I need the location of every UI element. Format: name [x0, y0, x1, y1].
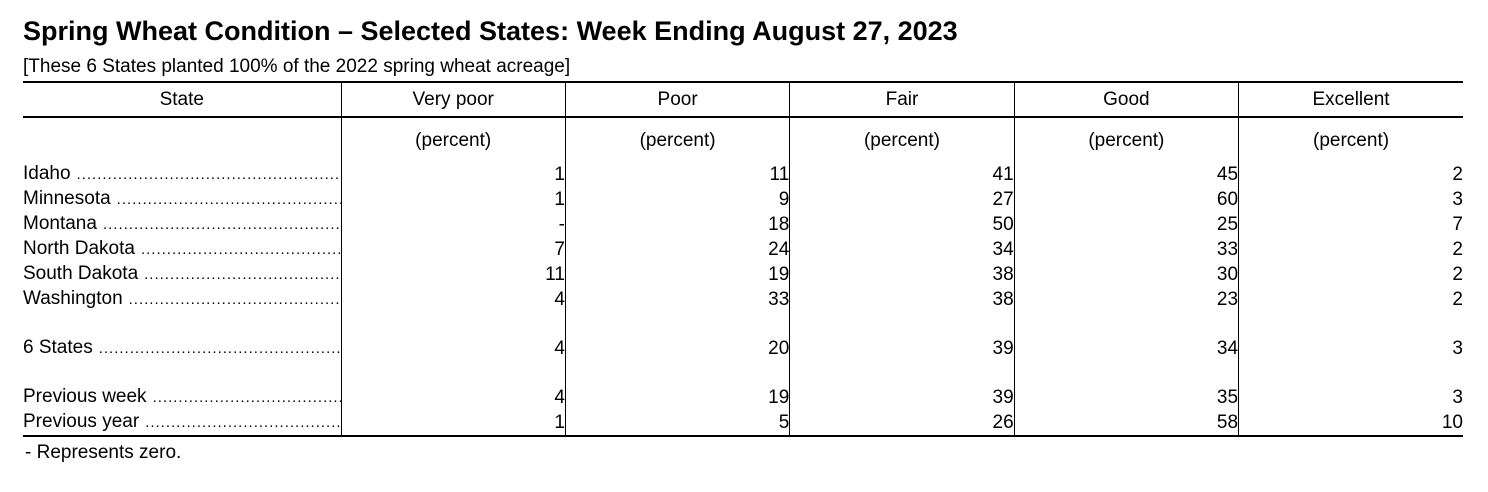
condition-table: [23, 81, 1463, 437]
spacer-cell: [23, 312, 341, 336]
value-very-poor: 1: [341, 187, 565, 212]
page-title: Spring Wheat Condition – Selected States: Week Ending August 27, 2023: [23, 16, 958, 46]
leader-dots: [144, 263, 340, 287]
comparison-label: Previous week: [23, 386, 147, 407]
column-header-excellent: Excellent: [1239, 82, 1463, 117]
spacer-cell: [790, 312, 1014, 336]
value-good: 23: [1014, 287, 1238, 312]
page-subtitle: [These 6 States planted 100% of the 2022 spring wheat acreage]: [23, 56, 571, 77]
state-label: Montana: [23, 213, 97, 234]
unit-label: (percent): [565, 117, 789, 162]
column-header-fair: Fair: [790, 82, 1014, 117]
table-row-total: [23, 336, 1463, 361]
state-name: [23, 287, 341, 312]
unit-label: (percent): [1239, 117, 1463, 162]
value-very-poor: 4: [341, 336, 565, 361]
value-poor: 20: [565, 336, 789, 361]
value-good: 34: [1014, 336, 1238, 361]
value-poor: 24: [565, 237, 789, 262]
value-very-poor: 11: [341, 262, 565, 287]
table-row-montana: [23, 212, 1463, 237]
column-header-state: State: [23, 82, 341, 117]
value-poor: 9: [565, 187, 789, 212]
state-name: [23, 410, 341, 436]
spacer-cell: [565, 312, 789, 336]
unit-label: (percent): [1014, 117, 1238, 162]
units-row: [23, 117, 1463, 162]
state-label: Washington: [23, 288, 123, 309]
spacer-cell: [1014, 312, 1238, 336]
state-label: Idaho: [23, 163, 71, 184]
state-name: [23, 212, 341, 237]
spacer-cell: [341, 312, 565, 336]
leader-dots: [99, 337, 341, 361]
value-fair: 27: [790, 187, 1014, 212]
leader-dots: [103, 213, 341, 237]
unit-label: (percent): [790, 117, 1014, 162]
value-very-poor: 4: [341, 385, 565, 410]
spacer-cell: [1239, 312, 1463, 336]
value-excellent: 3: [1239, 336, 1463, 361]
value-very-poor: 1: [341, 162, 565, 187]
table-row-minnesota: [23, 187, 1463, 212]
value-very-poor: 4: [341, 287, 565, 312]
value-poor: 11: [565, 162, 789, 187]
table-row-south-dakota: [23, 262, 1463, 287]
unit-label: (percent): [341, 117, 565, 162]
leader-dots: [129, 288, 341, 312]
leader-dots: [141, 238, 341, 262]
value-good: 33: [1014, 237, 1238, 262]
value-excellent: 7: [1239, 212, 1463, 237]
state-name: [23, 237, 341, 262]
value-good: 35: [1014, 385, 1238, 410]
header-row: [23, 82, 1463, 117]
value-good: 60: [1014, 187, 1238, 212]
value-fair: 41: [790, 162, 1014, 187]
value-fair: 50: [790, 212, 1014, 237]
units-blank: [23, 117, 341, 162]
value-poor: 5: [565, 410, 789, 436]
spacer-row: [23, 312, 1463, 336]
value-excellent: 10: [1239, 410, 1463, 436]
value-good: 30: [1014, 262, 1238, 287]
spacer-cell: [341, 361, 565, 385]
state-label: Minnesota: [23, 188, 111, 209]
value-poor: 19: [565, 385, 789, 410]
column-header-poor: Poor: [565, 82, 789, 117]
value-fair: 26: [790, 410, 1014, 436]
value-very-poor: 7: [341, 237, 565, 262]
state-label: South Dakota: [23, 263, 139, 284]
comparison-label: Previous year: [23, 411, 140, 432]
value-excellent: 2: [1239, 287, 1463, 312]
spacer-cell: [790, 361, 1014, 385]
value-good: 25: [1014, 212, 1238, 237]
column-header-good: Good: [1014, 82, 1238, 117]
table-row-idaho: [23, 162, 1463, 187]
value-excellent: 2: [1239, 237, 1463, 262]
value-poor: 18: [565, 212, 789, 237]
value-fair: 38: [790, 287, 1014, 312]
table-row-north-dakota: [23, 237, 1463, 262]
state-name: [23, 162, 341, 187]
leader-dots: [77, 163, 341, 187]
value-very-poor: -: [341, 212, 565, 237]
spacer-cell: [23, 361, 341, 385]
state-name: [23, 187, 341, 212]
value-poor: 33: [565, 287, 789, 312]
spacer-cell: [565, 361, 789, 385]
value-fair: 39: [790, 336, 1014, 361]
value-fair: 39: [790, 385, 1014, 410]
value-excellent: 3: [1239, 187, 1463, 212]
table-row-washington: [23, 287, 1463, 312]
value-poor: 19: [565, 262, 789, 287]
total-label: 6 States: [23, 337, 93, 358]
table-row-previous-week: [23, 385, 1463, 410]
value-very-poor: 1: [341, 410, 565, 436]
footnote: - Represents zero.: [25, 442, 182, 463]
leader-dots: [153, 386, 341, 410]
leader-dots: [117, 188, 341, 212]
value-fair: 34: [790, 237, 1014, 262]
state-label: North Dakota: [23, 238, 135, 259]
state-name: [23, 385, 341, 410]
spacer-cell: [1014, 361, 1238, 385]
value-excellent: 2: [1239, 162, 1463, 187]
leader-dots: [145, 411, 340, 435]
spacer-row: [23, 361, 1463, 385]
column-header-very-poor: Very poor: [341, 82, 565, 117]
spacer-cell: [1239, 361, 1463, 385]
value-excellent: 2: [1239, 262, 1463, 287]
value-good: 58: [1014, 410, 1238, 436]
state-name: [23, 336, 341, 361]
value-excellent: 3: [1239, 385, 1463, 410]
table-row-previous-year: [23, 410, 1463, 436]
value-fair: 38: [790, 262, 1014, 287]
state-name: [23, 262, 341, 287]
value-good: 45: [1014, 162, 1238, 187]
